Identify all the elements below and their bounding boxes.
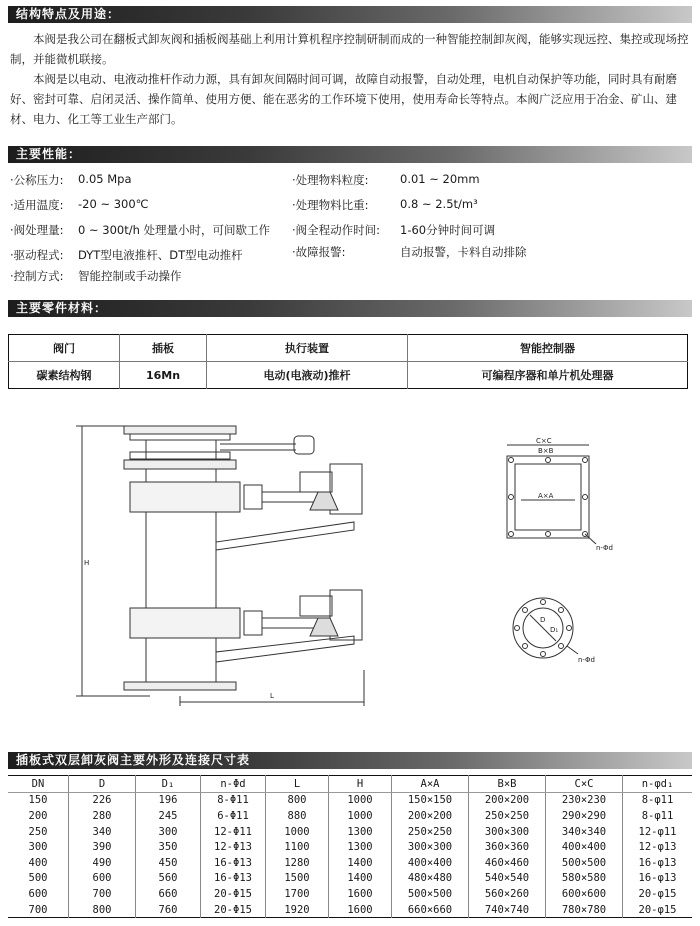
table-cell: 460×460 <box>469 855 546 871</box>
table-cell: 780×780 <box>546 902 623 918</box>
table-cell: 1600 <box>329 902 392 918</box>
text-value: DYT型电液推杆、DT型电动推杆 <box>78 248 243 262</box>
text-value: 公称压力: <box>13 173 64 187</box>
table-cell: 280 <box>69 808 136 824</box>
spec-item <box>10 172 132 188</box>
table-cell: 150×150 <box>392 792 469 808</box>
table-cell: 700 <box>28 903 48 916</box>
intro-paragraph-2: 本阀是以电动、电液动推杆作动力源，具有卸灰间隔时间可调，故障自动报警，自动处理，电机自动保护等功能，同时具有耐磨好、密封可靠、启闭灵活、操作简单、使用方便、能在恶劣的工作环境下使用，使用寿命长等特点。本阀广泛应用于冶金、矿山、建材、电力、化工等工业生产部门。 <box>10 72 677 126</box>
table-row <box>8 855 692 871</box>
parts-material-table <box>8 334 688 389</box>
table-cell: 400×400 <box>546 839 623 855</box>
table-cell: 16-φ13 <box>623 871 693 887</box>
spec-item <box>292 244 527 260</box>
table-cell: 600 <box>28 887 48 900</box>
bullet-icon: · <box>292 245 296 259</box>
table-cell: 290×290 <box>546 808 623 824</box>
table-row <box>9 362 688 389</box>
label-nd-round: n-Φd <box>578 656 595 664</box>
table-cell: 可编程序器和单片机处理器 <box>408 362 688 389</box>
table-header-cell: H <box>329 776 392 793</box>
table-cell: 740×740 <box>469 902 546 918</box>
label-l: L <box>270 692 274 700</box>
table-cell: 360×360 <box>469 839 546 855</box>
lower-bracket <box>310 618 338 636</box>
table-cell: 250×250 <box>392 824 469 840</box>
table-cell: 450 <box>136 855 201 871</box>
table-header-cell: 执行装置 <box>207 335 408 362</box>
table-row <box>8 824 692 840</box>
table-cell: 1300 <box>329 839 392 855</box>
spec-item <box>292 222 496 238</box>
table-cell: 196 <box>136 792 201 808</box>
table-cell: 1600 <box>329 886 392 902</box>
section-header-dimensions <box>8 752 692 769</box>
table-cell: 400×400 <box>392 855 469 871</box>
table-cell: 250 <box>28 825 48 838</box>
table-header-cell: A×A <box>392 776 469 793</box>
table-cell: 800 <box>69 902 136 918</box>
label-bxb: B×B <box>538 447 554 455</box>
table-header-cell: n-φd₁ <box>623 776 693 793</box>
table-cell: 540×540 <box>469 871 546 887</box>
bullet-icon: · <box>292 223 296 237</box>
table-cell: 20-φ15 <box>623 886 693 902</box>
table-header-cell: D₁ <box>136 776 201 793</box>
table-header-cell: DN <box>8 776 69 793</box>
table-cell: 760 <box>136 902 201 918</box>
table-header-cell: B×B <box>469 776 546 793</box>
upper-gate <box>130 482 240 512</box>
table-cell: 20-Φ15 <box>201 886 266 902</box>
table-cell: 1920 <box>266 902 329 918</box>
table-cell: 1280 <box>266 855 329 871</box>
table-cell: 12-Φ13 <box>201 839 266 855</box>
label-nd-square: n-Φd <box>596 544 613 552</box>
table-header-cell: L <box>266 776 329 793</box>
spec-item <box>10 222 271 238</box>
table-cell: 8-φ11 <box>623 808 693 824</box>
text-value: 故障报警: <box>295 245 346 259</box>
table-row <box>8 839 692 855</box>
valve-body <box>146 440 216 690</box>
text-value: -20 ~ 300℃ <box>78 197 149 211</box>
table-cell: 1400 <box>329 871 392 887</box>
table-row <box>8 792 692 808</box>
table-cell: 1000 <box>329 808 392 824</box>
table-cell: 16-φ13 <box>623 855 693 871</box>
label-h: H <box>84 559 90 567</box>
table-cell: 560×260 <box>469 886 546 902</box>
table-cell: 12-φ13 <box>623 839 693 855</box>
table-cell: 300 <box>28 841 48 854</box>
table-cell: 20-Φ15 <box>201 902 266 918</box>
valve-technical-drawing <box>0 400 700 740</box>
table-header-cell: D <box>69 776 136 793</box>
label-axa: A×A <box>538 492 554 500</box>
lower-gate <box>130 608 240 638</box>
table-row <box>8 886 692 902</box>
spec-item <box>10 197 149 213</box>
table-header-cell: 智能控制器 <box>408 335 688 362</box>
table-cell: 200×200 <box>392 808 469 824</box>
table-cell: 8-Φ11 <box>201 792 266 808</box>
table-header-cell: n-Φd <box>201 776 266 793</box>
bullet-icon: · <box>10 269 14 283</box>
text-value: 阀全程动作时间: <box>295 223 381 237</box>
table-cell: 560 <box>136 871 201 887</box>
table-cell: 230×230 <box>546 792 623 808</box>
table-row <box>8 902 692 918</box>
table-cell: 16-Φ13 <box>201 871 266 887</box>
upper-bracket <box>310 492 338 510</box>
table-cell: 390 <box>69 839 136 855</box>
table-header-row <box>8 776 692 793</box>
text-value: 控制方式: <box>13 269 64 283</box>
table-cell: 1400 <box>329 855 392 871</box>
table-cell: 500×500 <box>392 886 469 902</box>
table-cell: 200 <box>28 809 48 822</box>
table-cell: 600 <box>69 871 136 887</box>
text-value: 0.05 Mpa <box>78 172 132 186</box>
table-header-row <box>9 335 688 362</box>
upper-support <box>216 522 354 550</box>
table-cell: 245 <box>136 808 201 824</box>
table-cell: 12-φ11 <box>623 824 693 840</box>
label-d: D <box>540 616 546 624</box>
text-value: 驱动程式: <box>13 248 64 262</box>
section-header-performance <box>8 146 692 163</box>
text-value: 处理物料比重: <box>295 198 369 212</box>
table-cell: 600×600 <box>546 886 623 902</box>
table-cell: 16-Φ13 <box>201 855 266 871</box>
intro-paragraph-1: 本阀是我公司在翻板式卸灰阀和插板阀基础上利用计算机程序控制研制而成的一种智能控制卸灰阀，能够实现远控、集控或现场控制，并能微机联接。 <box>10 32 689 66</box>
table-header-cell: 阀门 <box>9 335 120 362</box>
bottom-flange <box>124 682 236 690</box>
table-cell: 电动(电液动)推杆 <box>207 362 408 389</box>
spec-item <box>292 197 478 213</box>
table-cell: 880 <box>266 808 329 824</box>
table-cell: 350 <box>136 839 201 855</box>
text-value: 0 ~ 300t/h 处理量小时，可间歇工作 <box>78 223 271 237</box>
table-cell: 480×480 <box>392 871 469 887</box>
table-cell: 200×200 <box>469 792 546 808</box>
table-cell: 150 <box>28 794 48 807</box>
table-header-cell: 插板 <box>120 335 207 362</box>
table-cell: 1100 <box>266 839 329 855</box>
bullet-icon: · <box>10 198 14 212</box>
text-value: 适用温度: <box>13 198 64 212</box>
table-cell: 1700 <box>266 886 329 902</box>
table-row <box>8 808 692 824</box>
table-cell: 490 <box>69 855 136 871</box>
section-title: 结构特点及用途： <box>16 7 121 21</box>
section-title: 插板式双层卸灰阀主要外形及连接尺寸表 <box>16 753 251 767</box>
table-cell: 1500 <box>266 871 329 887</box>
text-value: 处理物料粒度: <box>295 173 369 187</box>
section-title: 主要零件材料： <box>16 301 108 315</box>
table-row <box>8 871 692 887</box>
section-header-materials <box>8 300 692 317</box>
text-value: 自动报警，卡料自动排除 <box>400 245 527 259</box>
table-cell: 660 <box>136 886 201 902</box>
table-cell: 1000 <box>266 824 329 840</box>
table-cell: 1300 <box>329 824 392 840</box>
table-cell: 20-φ15 <box>623 902 693 918</box>
table-cell: 500 <box>28 872 48 885</box>
table-cell: 300×300 <box>392 839 469 855</box>
section-title: 主要性能： <box>16 147 82 161</box>
table-cell: 300 <box>136 824 201 840</box>
text-value: 0.01 ~ 20mm <box>400 172 480 186</box>
table-cell: 300×300 <box>469 824 546 840</box>
table-cell: 250×250 <box>469 808 546 824</box>
spec-item <box>10 247 243 263</box>
section-header-features <box>8 6 692 23</box>
table-cell: 6-Φ11 <box>201 808 266 824</box>
table-cell: 8-φ11 <box>623 792 693 808</box>
top-flange <box>124 426 236 434</box>
text-value: 智能控制或手动操作 <box>78 269 182 283</box>
text-value: 0.8 ~ 2.5t/m³ <box>400 197 478 211</box>
table-cell: 碳素结构钢 <box>36 369 92 382</box>
bullet-icon: · <box>10 248 14 262</box>
table-cell: 12-Φ11 <box>201 824 266 840</box>
label-cxc: C×C <box>536 437 552 445</box>
bullet-icon: · <box>10 223 14 237</box>
table-cell: 16Mn <box>120 362 207 389</box>
table-cell: 700 <box>69 886 136 902</box>
table-cell: 340 <box>69 824 136 840</box>
bullet-icon: · <box>292 198 296 212</box>
text-value: 1-60分钟时间可调 <box>400 223 496 237</box>
table-cell: 800 <box>266 792 329 808</box>
table-header-cell: C×C <box>546 776 623 793</box>
table-cell: 500×500 <box>546 855 623 871</box>
bullet-icon: · <box>292 173 296 187</box>
table-cell: 340×340 <box>546 824 623 840</box>
table-cell: 226 <box>69 792 136 808</box>
dimension-table <box>8 775 692 918</box>
table-cell: 400 <box>28 856 48 869</box>
text-value: 阀处理量: <box>13 223 64 237</box>
label-d1: D₁ <box>550 626 559 634</box>
spec-item <box>10 268 182 284</box>
table-cell: 580×580 <box>546 871 623 887</box>
table-cell: 660×660 <box>392 902 469 918</box>
table-cell: 1000 <box>329 792 392 808</box>
spec-item <box>292 172 480 188</box>
bullet-icon: · <box>10 173 14 187</box>
